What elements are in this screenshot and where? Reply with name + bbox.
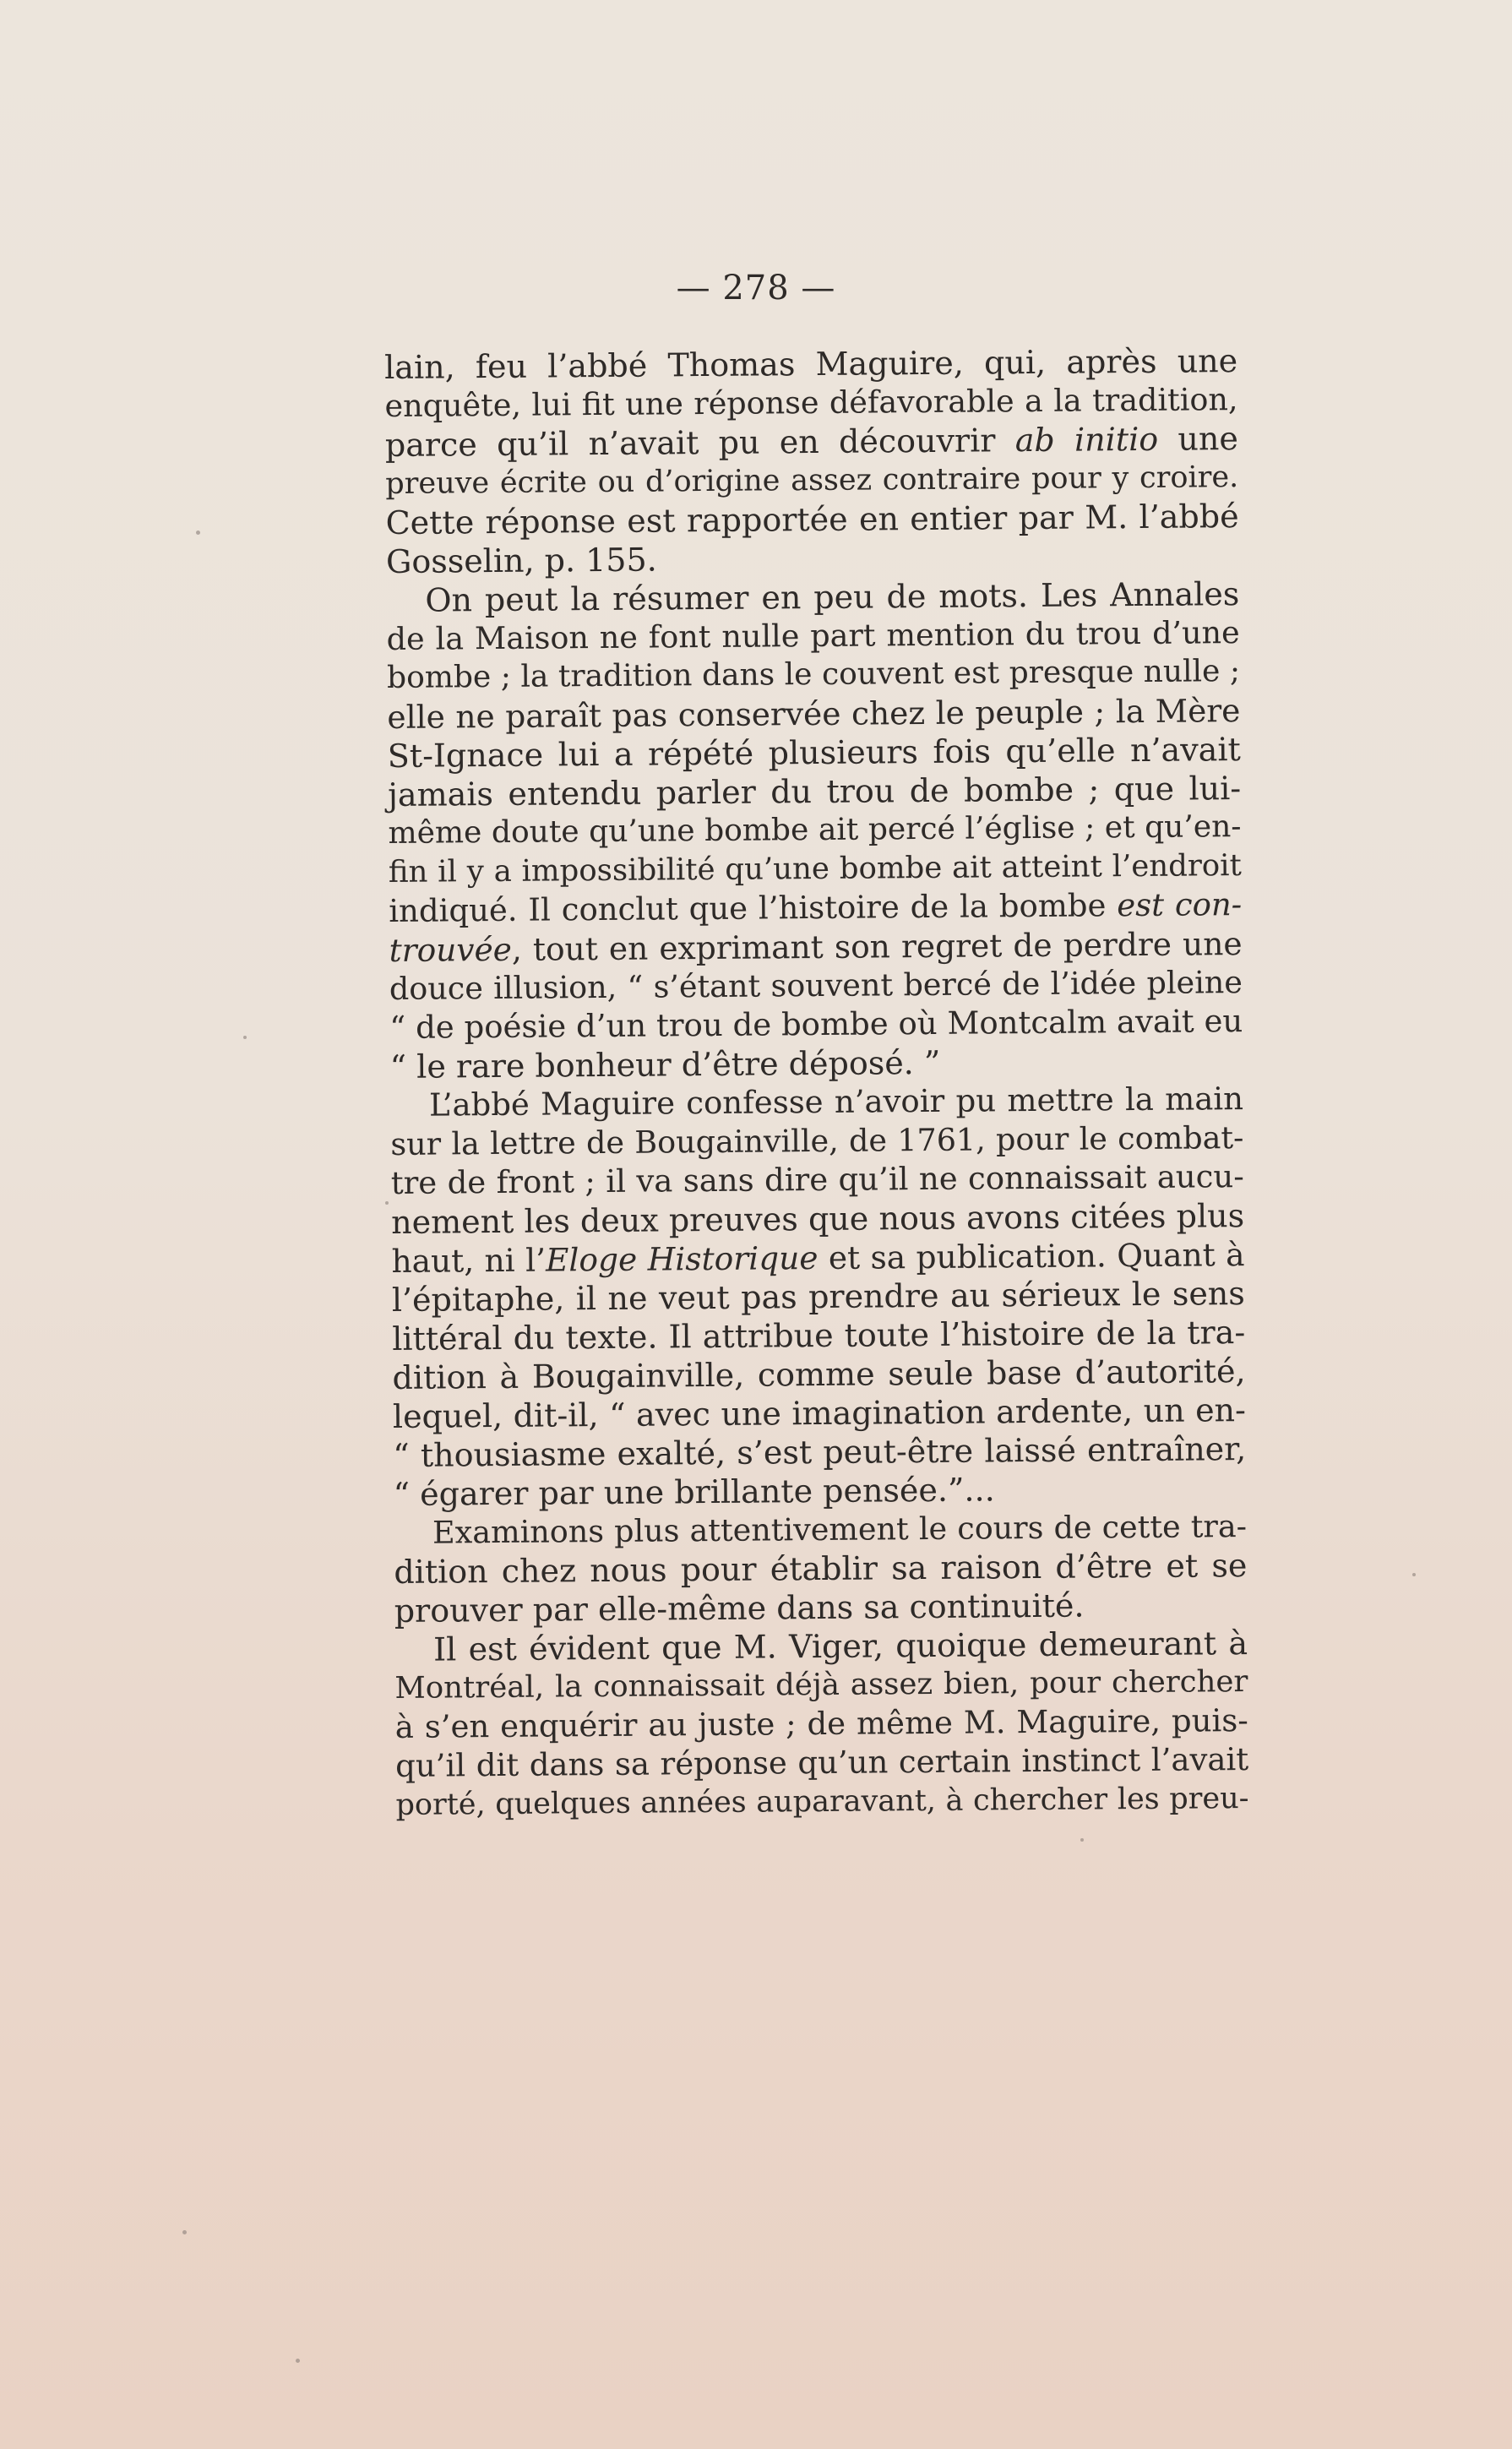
text-line-content: prouver par elle-même dans sa continuité. — [394, 1586, 1085, 1630]
text-line-content: à s’en enquérir au juste ; de même M. Maguire, puis- — [394, 1702, 1248, 1745]
text-line — [391, 1196, 1244, 1242]
text-line — [392, 1352, 1245, 1397]
text-line — [387, 652, 1240, 698]
text-line — [387, 613, 1240, 659]
text-line-content: Cette réponse est rapportée en entier par M. l’abbé — [385, 498, 1239, 542]
italic-text: ab initio — [1014, 420, 1159, 460]
text-line-content: , tout en exprimant son regret de perdre une — [511, 925, 1243, 968]
text-line — [389, 924, 1242, 970]
text-line-content: indiqué. Il conclut que l’histoire de la bombe — [389, 887, 1118, 929]
text-line-content: douce illusion, “ s’étant souvent bercé de l’idée pleine — [389, 964, 1243, 1007]
text-line — [393, 1429, 1246, 1475]
text-line-content: St-Ignace lui a répété plusieurs fois qu’elle n’avait — [387, 731, 1241, 775]
text-line — [388, 730, 1241, 776]
text-line-content: même doute qu’une bombe ait percé l’église ; et qu’en- — [388, 809, 1242, 851]
text-line-content: Gosselin, p. 155. — [385, 541, 657, 580]
text-line-content: l’épitaphe, il ne veut pas prendre au sérieux le sens — [391, 1275, 1245, 1319]
text-line-content: littéral du texte. Il attribue toute l’histoire de la tra- — [392, 1314, 1246, 1358]
text-line-content: L’abbé Maguire confesse n’avoir pu mettre la main — [428, 1080, 1244, 1124]
text-line — [390, 1041, 1243, 1086]
text-line — [389, 846, 1242, 892]
text-line — [395, 1779, 1248, 1825]
body-text — [384, 341, 1249, 1825]
text-line-content: de la Maison ne font nulle part mention du trou d’une — [386, 614, 1240, 657]
text-line-content: dition à Bougainville, comme seule base d’autorité, — [392, 1352, 1246, 1396]
text-line-content: dition chez nous pour établir sa raison d’être et se — [394, 1547, 1248, 1591]
text-line — [393, 1468, 1246, 1514]
paper-speck — [1080, 1838, 1084, 1842]
text-line — [394, 1585, 1248, 1630]
text-line — [388, 769, 1241, 814]
text-line — [394, 1546, 1247, 1592]
text-line-content: nement les deux preuves que nous avons citées plus — [390, 1197, 1245, 1241]
text-line — [392, 1313, 1245, 1358]
paper-speck — [385, 1201, 389, 1205]
text-line — [391, 1157, 1244, 1203]
paper-speck — [182, 2230, 187, 2234]
text-line-content: sur la lettre de Bougainville, de 1761, pour le combat- — [390, 1119, 1244, 1162]
text-line — [391, 1235, 1244, 1281]
italic-text: Eloge Historique — [545, 1239, 819, 1279]
text-line-content: lequel, dit-il, “ avec une imagination ardente, un en- — [392, 1391, 1247, 1435]
text-line-content: “ le rare bonheur d’être déposé. ” — [389, 1043, 941, 1086]
text-line-content: parce qu’il n’avait pu en découvrir — [384, 422, 1015, 464]
italic-text: trouvée — [389, 930, 513, 969]
text-line-content: preuve écrite ou d’origine assez contraire pour y croire. — [385, 460, 1239, 501]
text-line — [385, 419, 1238, 465]
page-number: — 278 — — [676, 269, 836, 307]
text-line — [386, 574, 1239, 620]
text-line — [394, 1507, 1247, 1553]
text-line-content: et sa publication. Quant à — [818, 1236, 1245, 1276]
text-line-content: Il est évident que M. Viger, quoique demeurant à — [432, 1625, 1248, 1668]
text-line-content: jamais entendu parler du trou de bombe ; que lui- — [387, 770, 1242, 814]
text-line — [389, 963, 1243, 1009]
text-line-content: Examinons plus attentivement le cours de cette tra- — [432, 1508, 1248, 1551]
text-line — [395, 1740, 1248, 1786]
text-line — [385, 458, 1238, 503]
text-line-content: On peut la résumer en peu de mots. Les Annales — [425, 575, 1240, 619]
text-line — [392, 1274, 1245, 1320]
text-line — [388, 808, 1241, 853]
text-line — [385, 497, 1238, 542]
text-line-content: une — [1157, 420, 1239, 458]
text-line — [386, 536, 1239, 581]
text-line-content: porté, quelques années auparavant, à chercher les preu- — [395, 1782, 1249, 1822]
text-line — [384, 341, 1237, 387]
text-line — [384, 380, 1237, 426]
text-line — [395, 1701, 1248, 1747]
text-line — [394, 1624, 1248, 1669]
text-line-content: haut, ni l’ — [391, 1241, 547, 1280]
text-line-content: “ de poésie d’un trou de bombe où Montcalm avait eu — [389, 1003, 1243, 1046]
paper-speck — [243, 1036, 247, 1039]
text-line-content: lain, feu l’abbé Thomas Maguire, qui, après une — [384, 342, 1238, 386]
text-line-content: enquête, lui fit une réponse défavorable a la tradition, — [384, 381, 1238, 424]
italic-text: est con- — [1117, 886, 1243, 924]
text-line-content: qu’il dit dans sa réponse qu’un certain instinct l’avait — [395, 1741, 1249, 1784]
text-line — [390, 1080, 1243, 1125]
text-line-content: bombe ; la tradition dans le couvent est presque nulle ; — [386, 654, 1241, 695]
text-line-content: “ thousiasme exalté, s’est peut-être laissé entraîner, — [393, 1430, 1247, 1474]
text-line-content: elle ne paraît pas conservée chez le peuple ; la Mère — [387, 692, 1241, 736]
text-line — [389, 1002, 1243, 1048]
paper-speck — [296, 2359, 300, 2363]
text-line — [387, 691, 1240, 737]
text-line — [393, 1390, 1246, 1436]
text-line-content: Montréal, la connaissait déjà assez bien, pour chercher — [394, 1664, 1248, 1706]
text-line — [390, 1118, 1243, 1164]
text-line-content: fin il y a impossibilité qu’une bombe ait atteint l’endroit — [388, 848, 1243, 890]
paper-speck — [196, 531, 200, 535]
text-line-content: “ égarer par une brillante pensée.”... — [393, 1471, 995, 1513]
text-line-content: tre de front ; il va sans dire qu’il ne connaissait aucu- — [390, 1158, 1244, 1201]
text-line — [394, 1663, 1248, 1708]
paper-speck — [1412, 1573, 1416, 1576]
text-line — [389, 885, 1242, 931]
